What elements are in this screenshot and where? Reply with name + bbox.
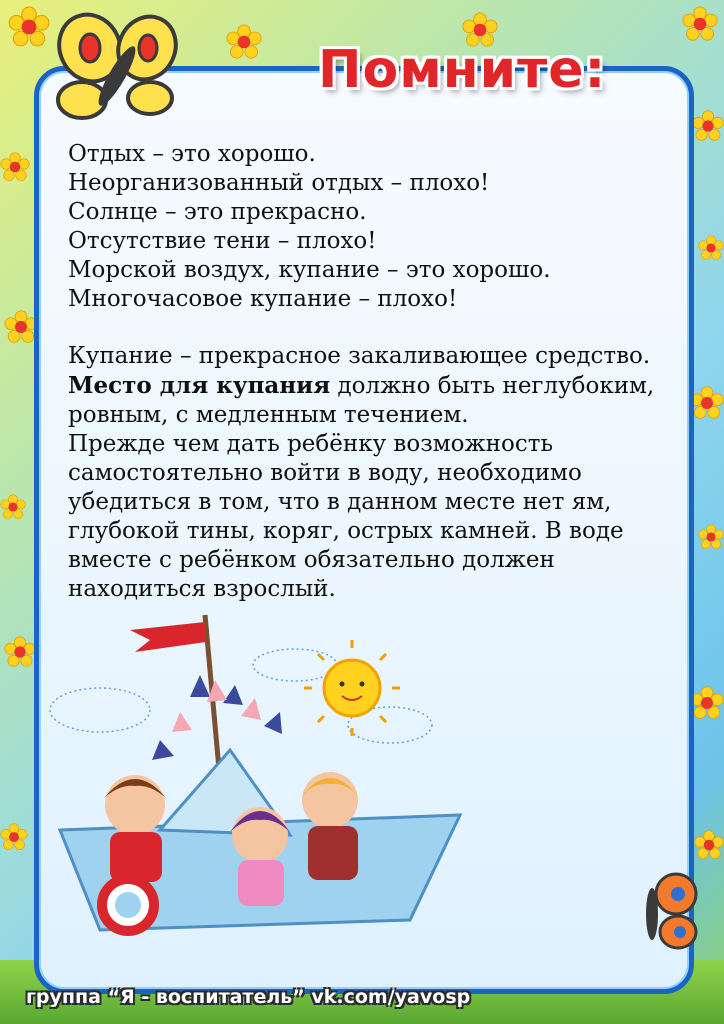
flower-icon [0, 820, 28, 854]
paragraph-place [68, 371, 668, 430]
rule-line: Морской воздух, купание – это хорошо. [68, 257, 551, 283]
flower-icon [698, 520, 724, 554]
rule-line: Многочасовое купание – плохо! [68, 286, 458, 312]
place-heading: Место для купания [68, 372, 331, 399]
page-title: Помните: [318, 40, 607, 100]
rule-line: Неорганизованный отдых – плохо! [68, 170, 490, 196]
flower-icon [4, 310, 38, 344]
boat-children-illustration [40, 600, 480, 990]
flower-icon [4, 636, 36, 668]
flower-icon [8, 6, 50, 48]
flower-icon [0, 490, 26, 524]
footer-credit: группа “Я - воспитатель” vk.com/yavosp [26, 986, 471, 1008]
paragraph-safety: Прежде чем дать ребёнку возможность самостоятельно войти в воду, необходимо убедиться в том, что в данном месте нет ям, глубокой тины, коряг, острых камней. В воде вместе с ребёнком обязательно должен находиться взрослый. [68, 431, 624, 602]
flower-icon [682, 6, 718, 42]
paragraph-bathing: Купание – прекрасное закаливающее средство. [68, 343, 651, 369]
rule-line: Отсутствие тени – плохо! [68, 228, 377, 254]
flower-icon [692, 110, 724, 142]
butterfly-icon [52, 8, 182, 128]
flower-icon [226, 24, 262, 60]
flower-icon [698, 228, 724, 268]
butterfly-icon [636, 872, 702, 952]
flower-icon [0, 150, 30, 184]
body-text [68, 140, 668, 604]
place-text: должно быть неглубоким, ровным, с медленным течением. [68, 373, 655, 428]
sun-icon [304, 640, 400, 736]
flower-icon [694, 830, 724, 860]
flower-icon [690, 686, 724, 720]
rule-line: Отдых – это хорошо. [68, 141, 316, 167]
rule-line: Солнце – это прекрасно. [68, 199, 367, 225]
flower-icon [690, 386, 724, 420]
